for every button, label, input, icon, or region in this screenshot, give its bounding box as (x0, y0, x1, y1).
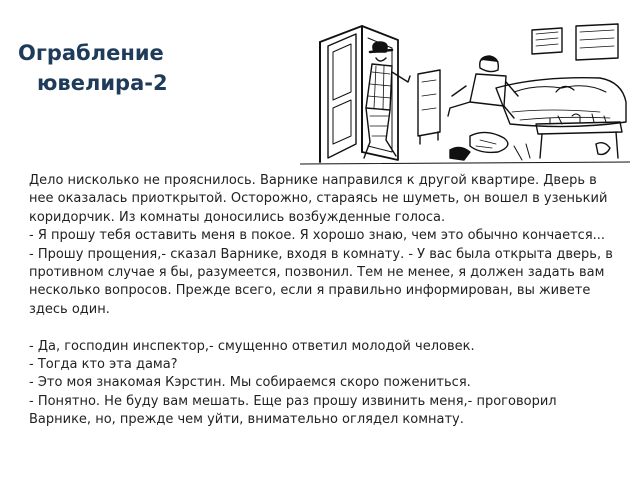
paragraph-3: - Прошу прощения,- сказал Варнике, входя в комнату. - У вас была открыта дверь, в противном случае я бы, разумеется, позвонил. Тем не менее, я должен задать вам несколько вопросов. Прежде всего, если я правильно информирован, вы живете здесь один. (29, 246, 613, 317)
slide-title (18, 38, 168, 98)
title-line-2: ювелира-2 (37, 71, 168, 95)
paragraph-spacer (29, 319, 619, 337)
paragraph-6: - Это моя знакомая Кэрстин. Мы собираемся скоро пожениться. (29, 375, 471, 391)
illustration-image (300, 12, 630, 168)
story-text (29, 172, 619, 430)
paragraph-1: Дело нисколько не прояснилось. Варнике направился к другой квартире. Дверь в нее оказалась приоткрытой. Осторожно, стараясь не шуметь, он вошел в узенький коридорчик. Из комнаты доносились возбужденные голоса. (29, 173, 608, 225)
paragraph-2: - Я прошу тебя оставить меня в покое. Я хорошо знаю, чем это обычно кончается... (29, 228, 606, 244)
paragraph-4: - Да, господин инспектор,- смущенно ответил молодой человек. (29, 338, 475, 354)
paragraph-5: - Тогда кто эта дама? (29, 357, 178, 373)
title-line-1: Ограбление (18, 41, 164, 65)
paragraph-7: - Понятно. Не буду вам мешать. Еще раз прошу извинить меня,- проговорил Варнике, но, прежде чем уйти, внимательно оглядел комнату. (29, 393, 557, 428)
